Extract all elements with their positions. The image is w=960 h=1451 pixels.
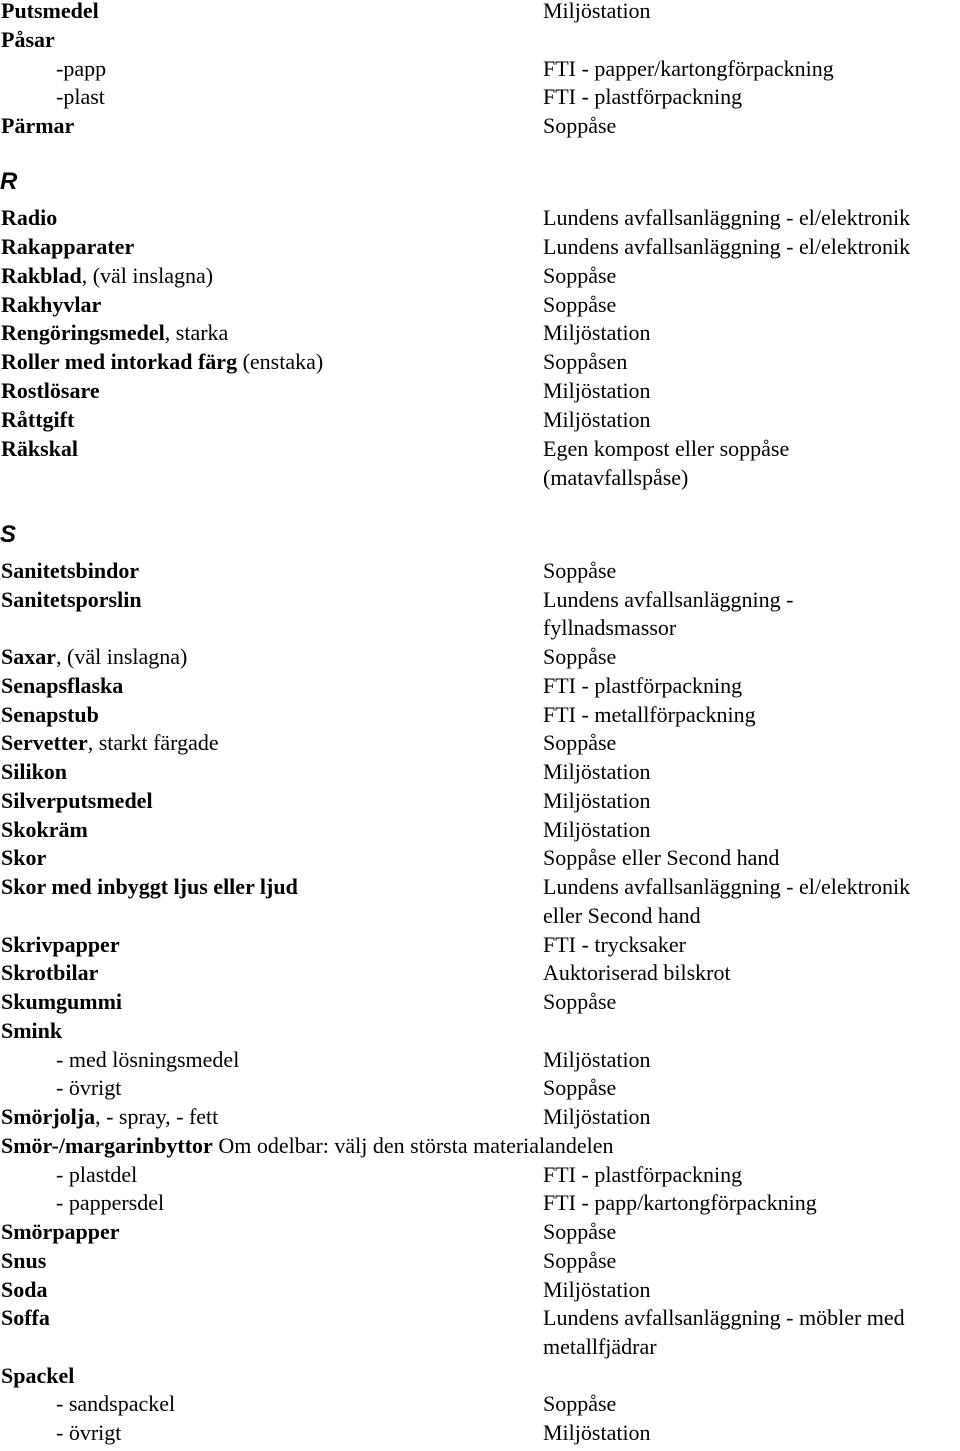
disposal-method: Miljöstation	[543, 320, 651, 346]
entry-row	[0, 991, 960, 1020]
item-name-note: - sandspackel	[56, 1391, 176, 1417]
item-name-bold: Råttgift	[1, 406, 75, 432]
item-name-bold: Smörpapper	[1, 1219, 120, 1245]
item-name-bold: Skokräm	[1, 816, 88, 842]
disposal-method: Soppåse	[543, 1219, 617, 1245]
item-name	[56, 1393, 175, 1415]
disposal-method: Soppåse	[543, 1247, 617, 1273]
disposal-method: FTI - plastförpackning	[543, 672, 743, 698]
entry-row	[0, 1362, 960, 1394]
item-name	[56, 1192, 164, 1214]
disposal-method: FTI - papper/kartongförpackning	[543, 55, 834, 81]
item-name	[1, 26, 55, 52]
disposal-method: (matavfallspåse)	[543, 464, 689, 490]
entry-row	[0, 560, 960, 589]
item-name-note: - plastdel	[56, 1161, 138, 1187]
item-name-note: , - spray, - fett	[95, 1104, 219, 1130]
item-name-note: -papp	[56, 55, 107, 81]
item-name	[1, 207, 57, 229]
item-name-bold: Smink	[1, 1017, 63, 1043]
item-name	[1, 672, 124, 698]
item-name	[1, 233, 135, 259]
item-name	[1, 816, 88, 842]
entry-continuation-row	[0, 1422, 960, 1451]
disposal-method: fyllnadsmassor	[543, 615, 677, 641]
item-name	[1, 1132, 614, 1158]
section-letter-s: S	[0, 521, 17, 548]
disposal-method: Miljöstation	[543, 787, 651, 813]
disposal-method: Lundens avfallsanläggning - el/elektronik	[543, 205, 911, 230]
entry-row	[0, 406, 960, 438]
item-name-bold: Skrotbilar	[1, 960, 99, 986]
item-name	[56, 1077, 121, 1099]
disposal-method: Soppåsen	[543, 349, 628, 375]
disposal-method: Miljöstation	[543, 1046, 651, 1072]
entry-row	[0, 787, 960, 819]
item-name-bold: Skrivpapper	[1, 931, 120, 957]
item-name	[1, 0, 99, 22]
entry-continuation-row	[0, 55, 960, 87]
item-name-note: , (väl inslagna)	[81, 262, 214, 288]
entry-row	[0, 207, 960, 236]
item-name-bold: Servetter	[1, 730, 88, 756]
item-name-bold: Snus	[1, 1247, 47, 1273]
item-name	[1, 1307, 50, 1329]
item-name	[1, 1221, 120, 1243]
entry-row	[0, 115, 960, 144]
item-name-bold: Putsmedel	[1, 0, 99, 23]
disposal-method: FTI - metallförpackning	[543, 701, 756, 727]
entry-continuation-row	[0, 1077, 960, 1106]
item-name-note: - övrigt	[56, 1420, 122, 1446]
item-name-bold: Saxar	[1, 644, 56, 670]
entry-row	[0, 816, 960, 848]
item-name	[1, 991, 122, 1013]
item-name	[1, 761, 67, 783]
disposal-method: FTI - papp/kartongförpackning	[543, 1190, 817, 1216]
item-name	[1, 732, 219, 754]
entry-continuation-row	[0, 464, 960, 496]
item-name	[1, 962, 98, 984]
entry-continuation-row	[0, 617, 960, 646]
disposal-method: metallfjädrar	[543, 1333, 657, 1359]
item-name	[1, 1247, 47, 1273]
item-name-bold: Räkskal	[1, 435, 79, 461]
item-name-note: - med lösningsmedel	[56, 1046, 240, 1072]
item-name	[56, 1046, 240, 1072]
item-name	[56, 1161, 138, 1187]
item-name-bold: Soffa	[1, 1305, 50, 1331]
disposal-method: Miljöstation	[543, 816, 651, 842]
entry-row	[0, 233, 960, 265]
item-name-bold: Senapstub	[1, 701, 99, 727]
entry-row	[0, 672, 960, 704]
item-name	[56, 55, 107, 81]
item-name	[1, 351, 323, 373]
disposal-method: Miljöstation	[543, 759, 651, 785]
entry-row	[0, 732, 960, 761]
entry-continuation-row	[0, 86, 960, 115]
disposal-method: FTI - plastförpackning	[543, 1161, 743, 1187]
entry-row	[0, 322, 960, 351]
disposal-method: Miljöstation	[543, 378, 651, 404]
item-name-bold: Rakapparater	[1, 233, 135, 259]
disposal-method: Lundens avfallsanläggning - el/elektronik	[543, 233, 911, 259]
item-name	[56, 86, 105, 108]
disposal-method: Auktoriserad bilskrot	[543, 960, 731, 986]
disposal-method: Miljöstation	[543, 406, 651, 432]
item-name	[56, 1422, 121, 1444]
item-name-bold: Skumgummi	[1, 989, 123, 1015]
disposal-method: Miljöstation	[543, 0, 651, 23]
disposal-method: Soppåse	[543, 558, 617, 583]
entry-row	[0, 1221, 960, 1250]
section-letter-r: R	[0, 168, 18, 195]
item-name	[1, 701, 99, 727]
disposal-method: Lundens avfallsanläggning -	[543, 586, 794, 612]
item-name-bold: Rostlösare	[1, 378, 100, 404]
item-name	[1, 380, 100, 402]
item-name-note: -plast	[56, 84, 105, 110]
item-name	[1, 931, 120, 957]
entry-row	[0, 1276, 960, 1308]
item-name	[1, 646, 187, 668]
item-name	[1, 291, 102, 317]
item-name	[1, 1106, 218, 1128]
entry-row	[0, 435, 960, 467]
item-name-note: Om odelbar: välj den största materialandelen	[212, 1132, 614, 1158]
item-name-note: - pappersdel	[56, 1190, 165, 1216]
item-name	[1, 115, 74, 137]
disposal-method: Soppåse	[543, 730, 617, 756]
entry-row	[0, 291, 960, 323]
entry-row	[0, 876, 960, 905]
item-name-bold: Skor med inbyggt ljus eller ljud	[1, 874, 298, 900]
entry-row	[0, 586, 960, 618]
item-name-note: (enstaka)	[237, 349, 324, 375]
entry-row	[0, 761, 960, 790]
item-name-bold: Smörjolja	[1, 1104, 96, 1130]
entry-row	[0, 1247, 960, 1279]
item-name-bold: Rengöringsmedel	[1, 320, 165, 346]
item-name	[1, 322, 228, 344]
entry-row	[0, 1132, 960, 1164]
disposal-method: Soppåse eller Second hand	[543, 845, 780, 871]
item-name	[1, 586, 142, 612]
disposal-method: eller Second hand	[543, 902, 701, 928]
item-name	[1, 1276, 48, 1302]
disposal-method: FTI - trycksaker	[543, 931, 686, 957]
item-name-bold: Rakhyvlar	[1, 291, 102, 317]
item-name-bold: Roller med intorkad färg	[1, 349, 238, 375]
entry-continuation-row	[0, 1161, 960, 1193]
item-name-note: - övrigt	[56, 1075, 122, 1101]
entry-continuation-row	[0, 902, 960, 934]
item-name-bold: Soda	[1, 1276, 48, 1302]
entry-continuation-row	[0, 1046, 960, 1078]
disposal-method: Miljöstation	[543, 1420, 651, 1446]
entry-row	[0, 26, 960, 58]
item-name	[1, 787, 153, 813]
item-name	[1, 876, 298, 898]
entry-row	[0, 646, 960, 675]
entry-row	[0, 1017, 960, 1049]
item-name-bold: Sanitetsbindor	[1, 558, 140, 583]
item-name-bold: Silverputsmedel	[1, 787, 153, 813]
item-name-bold: Påsar	[1, 26, 55, 52]
entry-row	[0, 380, 960, 409]
disposal-method: Lundens avfallsanläggning - möbler med	[543, 1305, 905, 1331]
item-name-bold: Pärmar	[1, 113, 75, 138]
disposal-method: Soppåse	[543, 291, 617, 317]
disposal-method: Soppåse	[543, 262, 617, 288]
item-name	[1, 1362, 75, 1388]
item-name-bold: Senapsflaska	[1, 672, 124, 698]
entry-row	[0, 1106, 960, 1135]
item-name	[1, 435, 79, 461]
item-name-bold: Skor	[1, 845, 47, 871]
item-name-bold: Spackel	[1, 1362, 75, 1388]
entry-row	[0, 931, 960, 963]
entry-continuation-row	[0, 1333, 960, 1365]
entry-row	[0, 351, 960, 380]
item-name-bold: Smör-/margarinbyttor	[1, 1132, 213, 1158]
item-name-note: , starka	[164, 320, 229, 346]
disposal-method: Lundens avfallsanläggning - el/elektronik	[543, 874, 911, 900]
item-name	[1, 847, 46, 869]
disposal-method: Soppåse	[543, 989, 617, 1015]
entry-row	[0, 262, 960, 294]
entry-row	[0, 0, 960, 29]
entry-row	[0, 962, 960, 991]
item-name	[1, 560, 139, 582]
entry-continuation-row	[0, 1393, 960, 1422]
disposal-method: Soppåse	[543, 1391, 617, 1417]
item-name-bold: Sanitetsporslin	[1, 586, 142, 612]
item-name-note: , starkt färgade	[87, 730, 219, 756]
item-name-bold: Silikon	[1, 759, 68, 785]
entry-continuation-row	[0, 1192, 960, 1221]
disposal-method: Soppåse	[543, 113, 617, 138]
entry-row	[0, 1307, 960, 1336]
item-name-bold: Radio	[1, 205, 58, 230]
entry-row	[0, 847, 960, 876]
disposal-method: Soppåse	[543, 1075, 617, 1101]
item-name	[1, 406, 75, 432]
item-name	[1, 262, 214, 288]
disposal-method: Miljöstation	[543, 1276, 651, 1302]
disposal-method: Miljöstation	[543, 1104, 651, 1130]
disposal-method: Egen kompost eller soppåse	[543, 435, 790, 461]
disposal-method: Soppåse	[543, 644, 617, 670]
item-name	[1, 1017, 63, 1043]
item-name-bold: Rakblad	[1, 262, 82, 288]
disposal-method: FTI - plastförpackning	[543, 84, 743, 110]
entry-row	[0, 701, 960, 733]
item-name-note: , (väl inslagna)	[56, 644, 188, 670]
